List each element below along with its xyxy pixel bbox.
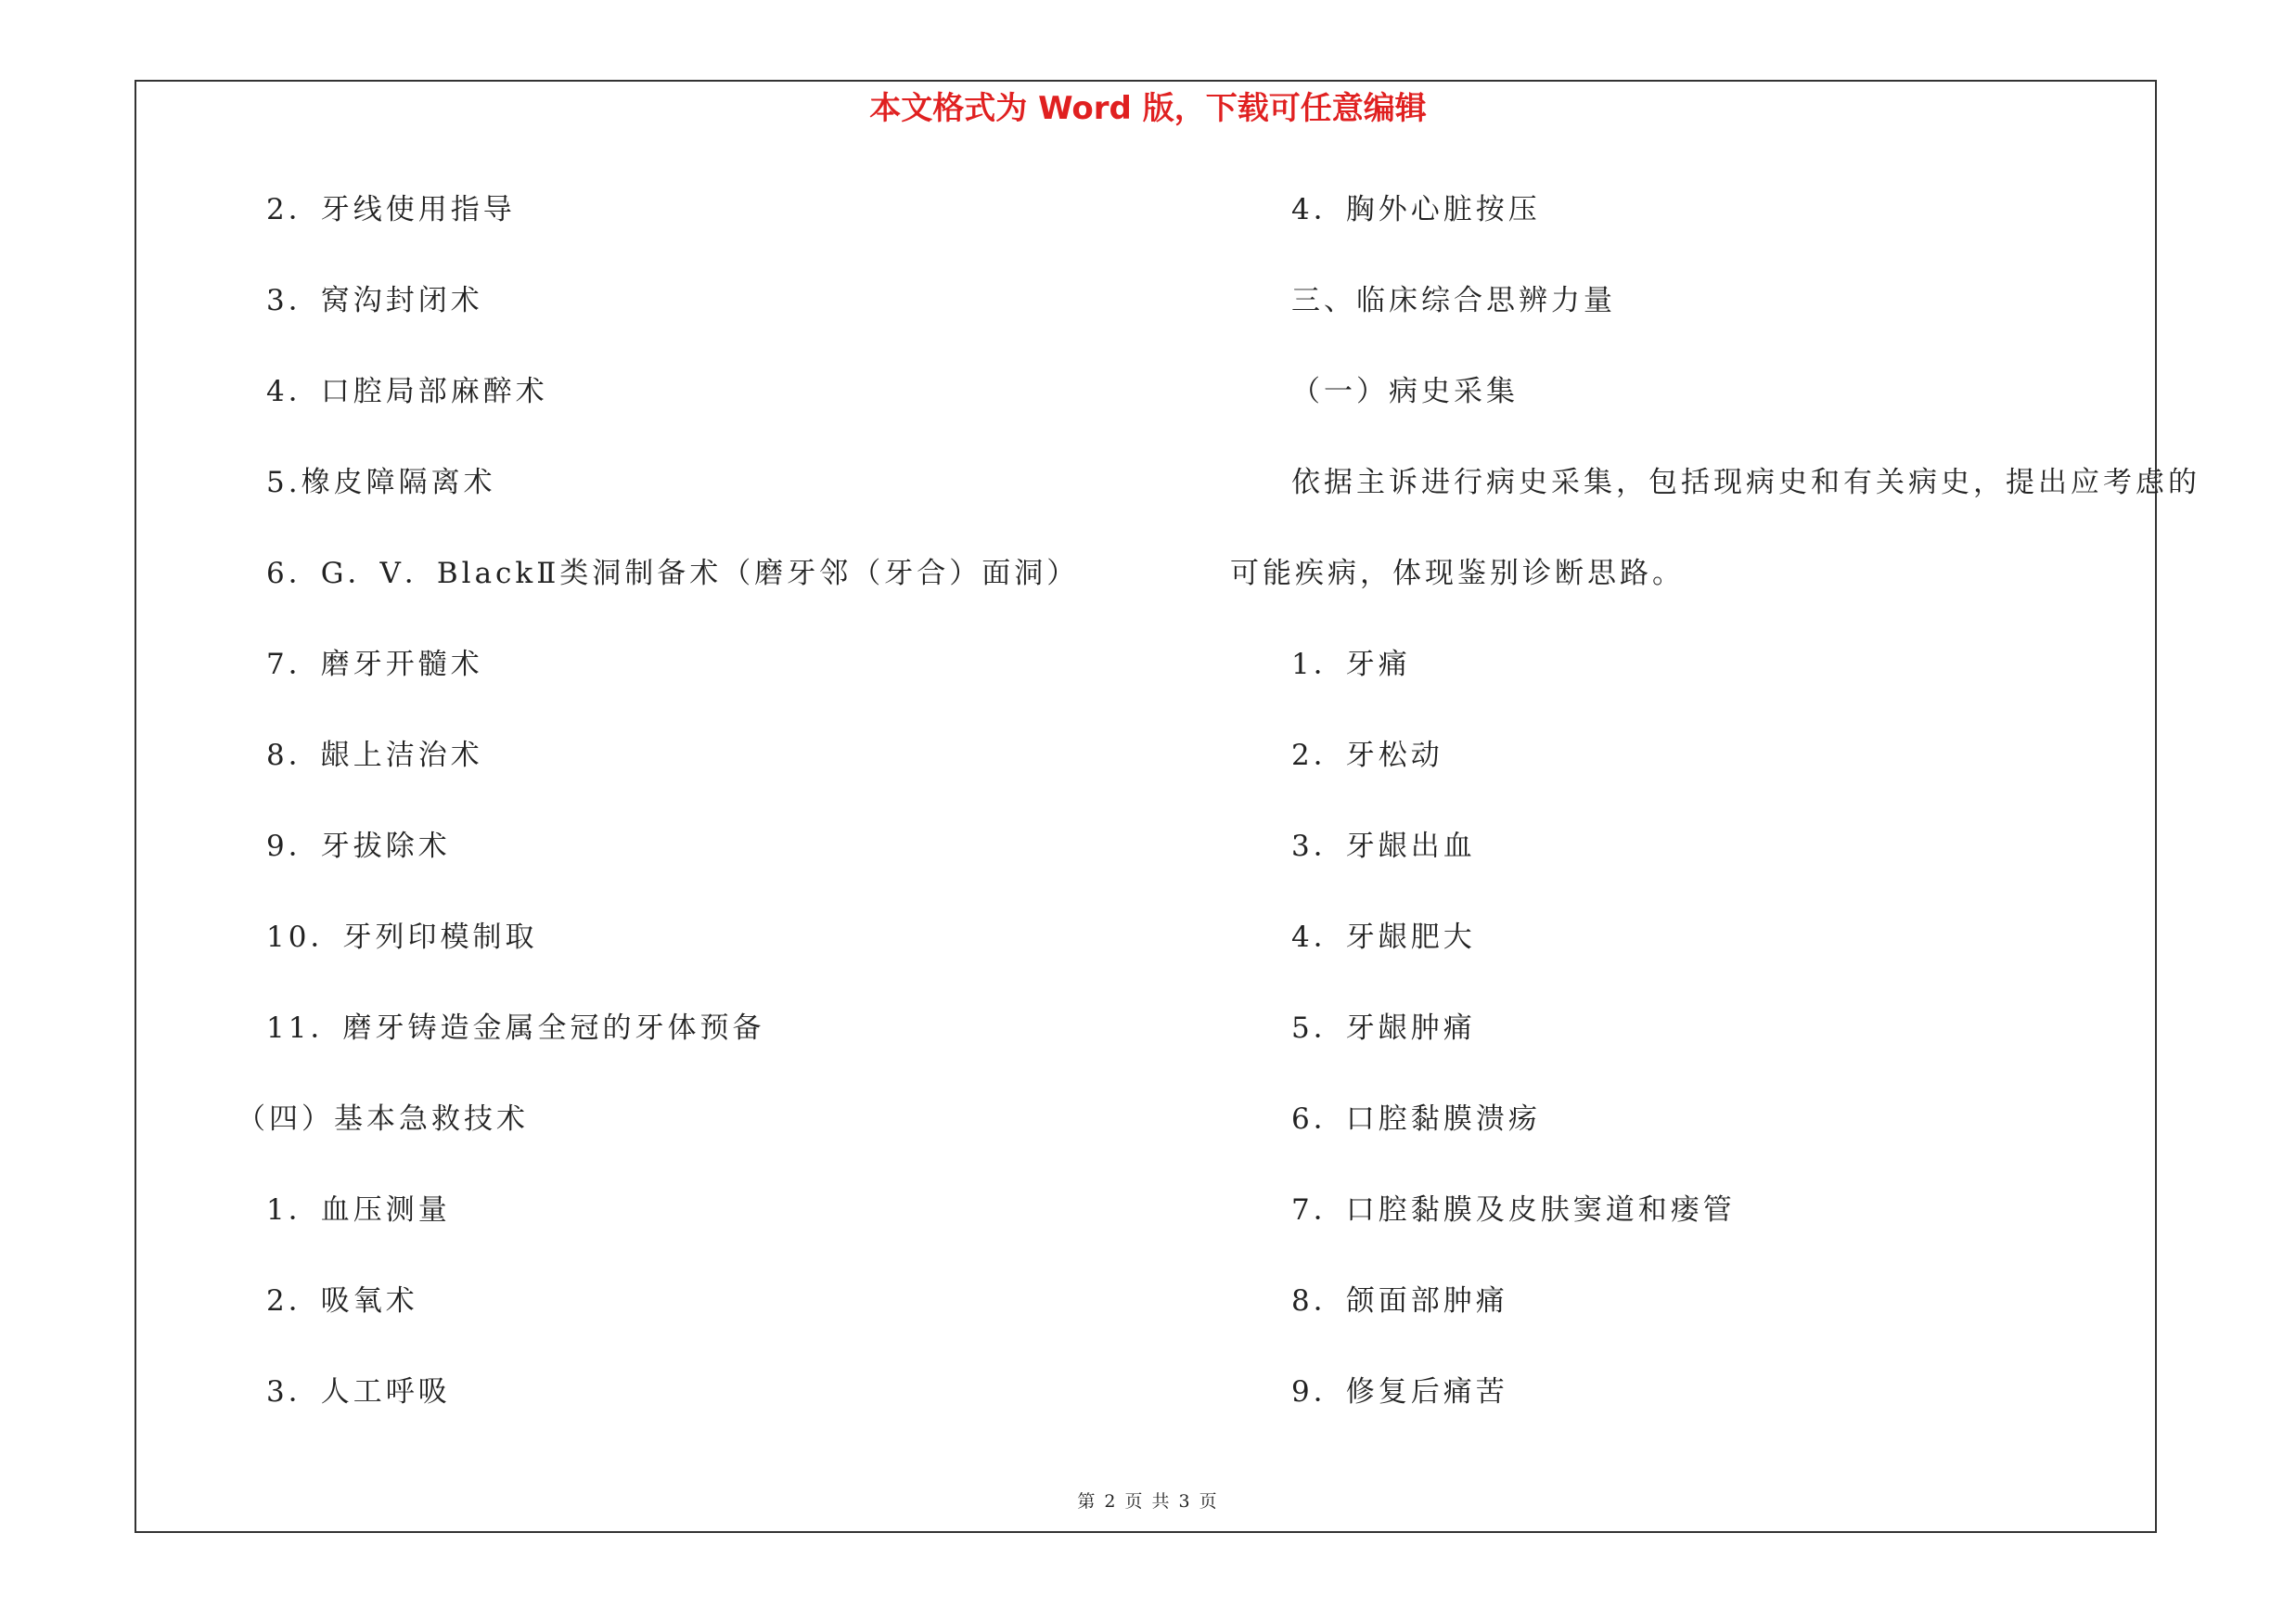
page-number-footer: 第 2 页 共 3 页 [1077, 1491, 1219, 1512]
list-item: 4．胸外心脏按压 [1291, 193, 1541, 226]
list-item: 7．口腔黏膜及皮肤窦道和瘘管 [1291, 1193, 1736, 1227]
paragraph-line: 依据主诉进行病史采集，包括现病史和有关病史，提出应考虑的 [1291, 466, 2200, 499]
list-item: 4．口腔局部麻醉术 [266, 375, 548, 408]
list-item: 2．牙线使用指导 [266, 193, 516, 226]
list-item: 3．人工呼吸 [266, 1375, 451, 1409]
list-item: 5.橡皮障隔离术 [266, 466, 496, 499]
list-item: 4．牙龈肥大 [1291, 921, 1476, 954]
list-item: 2．牙松动 [1291, 739, 1443, 772]
list-item: 5．牙龈肿痛 [1291, 1011, 1476, 1045]
list-item: 9．牙拔除术 [266, 830, 451, 863]
list-item: 8．颌面部肿痛 [1291, 1284, 1508, 1318]
list-item: 10．牙列印模制取 [266, 921, 538, 954]
section-heading: （四）基本急救技术 [237, 1102, 529, 1136]
list-item: 11．磨牙铸造金属全冠的牙体预备 [266, 1011, 765, 1045]
list-item: 1．牙痛 [1291, 648, 1411, 681]
list-item: 3．牙龈出血 [1291, 830, 1476, 863]
list-item: 7．磨牙开髓术 [266, 648, 483, 681]
document-banner: 本文格式为 Word 版，下载可任意编辑 [869, 90, 1427, 127]
list-item: 3．窝沟封闭术 [266, 284, 483, 317]
subsection-heading: （一）病史采集 [1291, 375, 1519, 408]
list-item: 6．口腔黏膜溃疡 [1291, 1102, 1541, 1136]
section-heading: 三、临床综合思辨力量 [1291, 284, 1616, 317]
list-item: 1．血压测量 [266, 1193, 451, 1227]
list-item: 9．修复后痛苦 [1291, 1375, 1508, 1409]
paragraph-line: 可能疾病，体现鉴别诊断思路。 [1230, 557, 1685, 590]
list-item: 8．龈上洁治术 [266, 739, 483, 772]
list-item: 2．吸氧术 [266, 1284, 418, 1318]
list-item: 6．G．V．BlackⅡ类洞制备术（磨牙邻（牙合）面洞） [266, 557, 1080, 590]
